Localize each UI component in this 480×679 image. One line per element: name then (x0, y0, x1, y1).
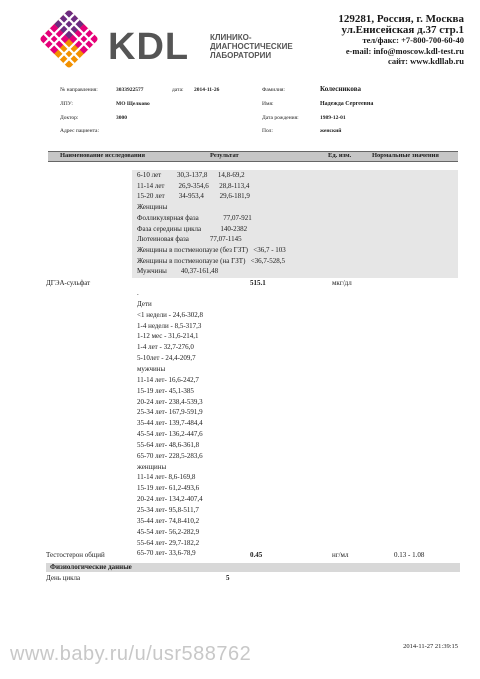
lab-contacts (338, 14, 464, 67)
norm-line: Фаза середины цикла 140-2382 (137, 224, 248, 233)
surname-label: Фамилия: (262, 87, 285, 93)
table-row-testosterone (46, 551, 460, 560)
col-header-normal: Нормальные значения (372, 152, 439, 159)
norm-line: Лютеиновая фаза 77,07-1145 (137, 235, 242, 244)
norm-line: 55-64 лет- 29,7-182,2 (137, 538, 200, 547)
norm-line: 55-64 лет- 48,6-361,8 (137, 440, 200, 449)
norm-line: 45-54 лет- 56,2-282,9 (137, 527, 200, 536)
date-value: 2014-11-26 (194, 87, 220, 93)
norm-line: женщины (137, 462, 167, 471)
table-row-cycle-day (46, 574, 460, 583)
norm-line: . (137, 289, 139, 297)
norm-line: Дети (137, 299, 152, 308)
sex-label: Пол: (262, 128, 273, 134)
norm-line: 35-44 лет- 74,8-410,2 (137, 516, 200, 525)
print-timestamp: 2014-11-27 21:39:15 (403, 643, 458, 650)
norm-line: Фолликулярная фаза 77,07-921 (137, 213, 252, 222)
test-name: Тестостерон общий (46, 551, 105, 559)
watermark: www.baby.ru/u/usr588762 (10, 643, 252, 665)
doctor-value: 3000 (116, 115, 127, 121)
doctor-label: Доктор: (60, 115, 79, 121)
norm-line: 65-70 лет- 228,5-283,6 (137, 451, 203, 460)
test-result: 515.1 (250, 279, 266, 287)
norm-line: 11-14 лет- 16,6-242,7 (137, 375, 199, 384)
phone: тел/факс: +7-800-700-60-40 (362, 35, 464, 45)
brand-name: KDL (108, 26, 190, 68)
norm-line: Женщины (137, 203, 168, 212)
address-label: Адрес пациента: (60, 128, 100, 134)
norm-line: 45-54 лет- 136,2-447,6 (137, 430, 203, 439)
lpu-label: ЛПУ: (60, 101, 73, 107)
norm-line: 15-19 лет- 45,1-385 (137, 386, 194, 395)
norm-line: 25-34 лет- 95,8-511,7 (137, 506, 199, 514)
norm-line: 1-4 недели - 8,5-317,3 (137, 321, 202, 330)
col-header-result: Результат (210, 152, 239, 159)
norm-line: 6-10 лет 30,3-137,8 14,8-69,2 (137, 171, 245, 179)
test-unit: мкг/дл (332, 279, 352, 287)
birth-value: 1989-12-01 (320, 115, 346, 121)
norm-line: 11-14 лет 26,9-354,6 28,8-113,4 (137, 181, 250, 190)
norm-line: <1 недели - 24,6-302,8 (137, 310, 204, 319)
norm-line: 11-14 лет- 8,6-169,8 (137, 473, 196, 482)
norm-line: 35-44 лет- 139,7-484,4 (137, 419, 203, 428)
name-label: Имя: (262, 101, 274, 107)
norm-line: 1-12 мес - 31,6-214,1 (137, 332, 199, 341)
date-label: дата: (172, 87, 184, 93)
name-value: Надежда Сергеевна (320, 101, 374, 107)
norm-line: 15-19 лет- 61,2-493,6 (137, 484, 200, 493)
norm-line: 20-24 лет- 238,4-539,3 (137, 397, 203, 406)
norm-line: мужчины (137, 364, 166, 373)
norm-line: Мужчины 40,37-161,48 (137, 267, 219, 276)
website: сайт: www.kdllab.ru (387, 56, 464, 66)
section-physio (46, 563, 460, 572)
norm-line: 15-20 лет 34-953,4 29,6-181,9 (137, 192, 250, 201)
sex-value: женский (320, 128, 342, 134)
cycle-label: День цикла (46, 574, 81, 582)
section-title: Физиологические данные (50, 563, 132, 571)
norm-line: 25-34 лет- 167,9-591,9 (137, 408, 203, 417)
surname-value: Колесникова (320, 85, 361, 93)
email: e-mail: info@moscow.kdl-test.ru (345, 45, 464, 56)
address-line-1: 129281, Россия, г. Москва (338, 13, 464, 25)
birth-label: Дата рождения: (262, 115, 299, 121)
direction-label: № направления: (60, 87, 98, 93)
cycle-value: 5 (226, 574, 230, 582)
col-header-unit: Ед. изм. (328, 152, 352, 159)
lpu-value: МО Щелково (116, 101, 150, 107)
norm-line: 20-24 лет- 134,2-407,4 (137, 495, 203, 504)
table-row-dhea (46, 279, 460, 288)
test-name: ДГЭА-сульфат (46, 279, 91, 287)
brand-tagline: КЛИНИКО- ДИАГНОСТИЧЕСКИЕ ЛАБОРАТОРИИ (210, 33, 293, 60)
test-normal: 0.13 - 1.08 (394, 551, 425, 559)
test-result: 0.45 (250, 551, 263, 559)
kdl-logo-mark (38, 8, 100, 70)
norm-line: 5-10лет - 24,4-209,7 (137, 354, 196, 363)
norm-line: Женщины в постменопаузе (без ГЗТ) <36,7 - 103 (137, 245, 286, 254)
col-header-name: Наименование исследования (60, 152, 146, 159)
address-line-2: ул.Енисейская д.37 стр.1 (341, 23, 464, 36)
norm-line: Женщины в постменопаузе (на ГЗТ) <36,7-528,5 (137, 256, 285, 265)
norm-line: 65-70 лет- 33,6-78,9 (137, 549, 196, 558)
direction-value: 3033922577 (116, 87, 144, 93)
test-unit: нг/мл (332, 551, 349, 559)
norm-line: 1-4 лет - 32,7-276,0 (137, 343, 194, 352)
